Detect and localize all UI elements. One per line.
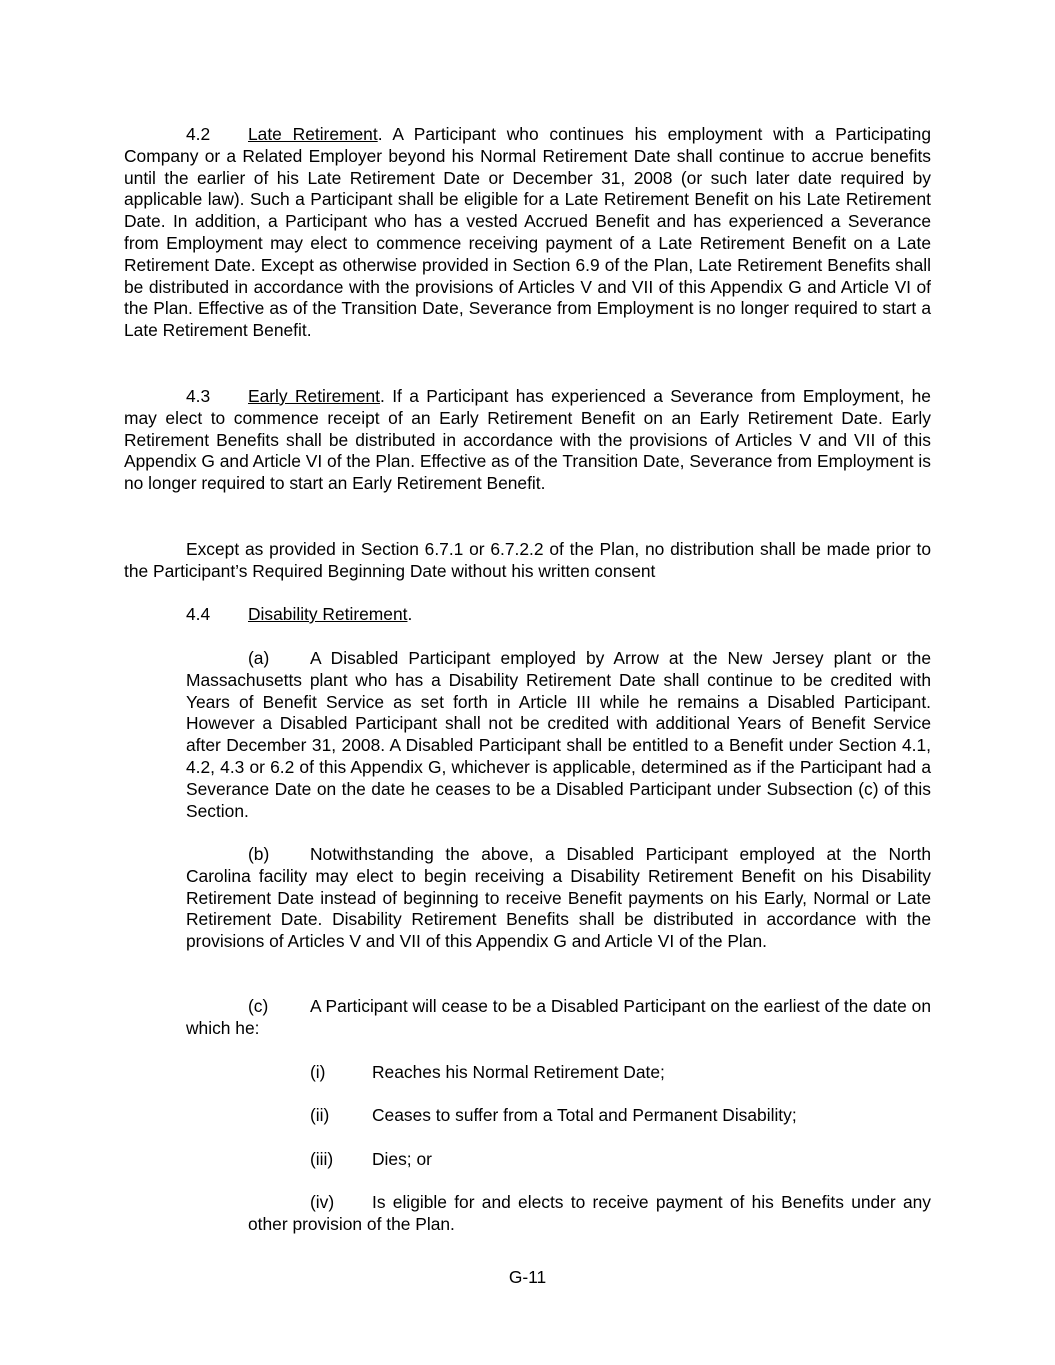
subsection-4-4-b <box>186 844 931 953</box>
subsection-label: (b) <box>248 844 270 864</box>
page-number: G-11 <box>508 1267 547 1287</box>
section-4-2 <box>124 124 931 342</box>
clause-iii <box>310 1149 432 1171</box>
section-number: 4.3 <box>186 386 211 406</box>
paragraph-text: Except as provided in Section 6.7.1 or 6.7.2.2 of the Plan, no distribution shall be made prior to the Participant’s Required Beginning Date without his written consent <box>124 539 931 581</box>
clause-text: Is eligible for and elects to receive payment of his Benefits under any other provision of the Plan. <box>248 1192 931 1234</box>
clause-text: Ceases to suffer from a Total and Permanent Disability; <box>372 1105 797 1125</box>
section-number: 4.4 <box>186 604 211 624</box>
section-heading: Disability Retirement <box>248 604 408 624</box>
clause-i <box>310 1062 665 1084</box>
clause-iv <box>248 1192 931 1236</box>
subsection-label: (c) <box>248 996 269 1016</box>
clause-text: Reaches his Normal Retirement Date; <box>372 1062 665 1082</box>
clause-text: Dies; or <box>372 1149 432 1169</box>
section-number: 4.2 <box>186 124 211 144</box>
section-4-4 <box>124 604 931 626</box>
section-text: . If a Participant has experienced a Severance from Employment, he may elect to commence receipt of an Early Retirement Benefit on an Early Retirement Date. Early Retirement Benefits shall be distributed in accordance with the provisions of Articles V and VII of this Appendix G and Article VI of the Plan. Effective as of the Transition Date, Severance from Employment is no longer required to start an Early Retirement Benefit. <box>124 386 931 494</box>
section-heading: Early Retirement <box>248 386 381 406</box>
subsection-label: (a) <box>248 648 270 668</box>
subsection-text: A Disabled Participant employed by Arrow at the New Jersey plant or the Massachusetts plant who has a Disability Retirement Date shall continue to be credited with Years of Benefit Service as set forth in Article III while he remains a Disabled Participant. However a Disabled Participant shall not be credited with additional Years of Benefit Service after December 31, 2008. A Disabled Participant shall be entitled to a Benefit under Section 4.1, 4.2, 4.3 or 6.2 of this Appendix G, whichever is applicable, determined as if the Participant had a Severance Date on the date he ceases to be a Disabled Participant under Subsection (c) of this Section. <box>186 648 931 821</box>
section-4-3 <box>124 386 931 495</box>
subsection-text: Notwithstanding the above, a Disabled Participant employed at the North Carolina facility may elect to begin receiving a Disability Retirement Benefit on his Disability Retirement Date instead of beginning to receive Benefit payments on his Early, Normal or Late Retirement Date. Disability Retirement Benefits shall be distributed in accordance with the provisions of Articles V and VII of this Appendix G and Article VI of the Plan. <box>186 844 931 952</box>
section-heading: Late Retirement <box>248 124 378 144</box>
clause-label: (i) <box>310 1062 326 1082</box>
subsection-text: A Participant will cease to be a Disabled Participant on the earliest of the date on which he: <box>186 996 931 1038</box>
clause-label: (iv) <box>310 1192 335 1212</box>
distribution-consent-paragraph <box>124 539 931 583</box>
clause-ii <box>310 1105 797 1127</box>
section-text: . A Participant who continues his employment with a Participating Company or a Related Employer beyond his Normal Retirement Date shall continue to accrue benefits until the earlier of his Late Retirement Date or December 31, 2008 (or such later date required by applicable law). Such a Participant shall be eligible for a Late Retirement Benefit on his Late Retirement Date. In addition, a Participant who has a vested Accrued Benefit and has experienced a Severance from Employment may elect to commence receiving payment of a Late Retirement Benefit on a Late Retirement Date. Except as otherwise provided in Section 6.9 of the Plan, Late Retirement Benefits shall be distributed in accordance with the provisions of Articles V and VII of this Appendix G and Article VI of the Plan. Effective as of the Transition Date, Severance from Employment is no longer required to start a Late Retirement Benefit. <box>124 124 931 341</box>
subsection-4-4-a <box>186 648 931 822</box>
section-heading-suffix: . <box>407 604 413 624</box>
subsection-4-4-c <box>186 996 931 1040</box>
clause-label: (iii) <box>310 1149 334 1169</box>
clause-label: (ii) <box>310 1105 330 1125</box>
